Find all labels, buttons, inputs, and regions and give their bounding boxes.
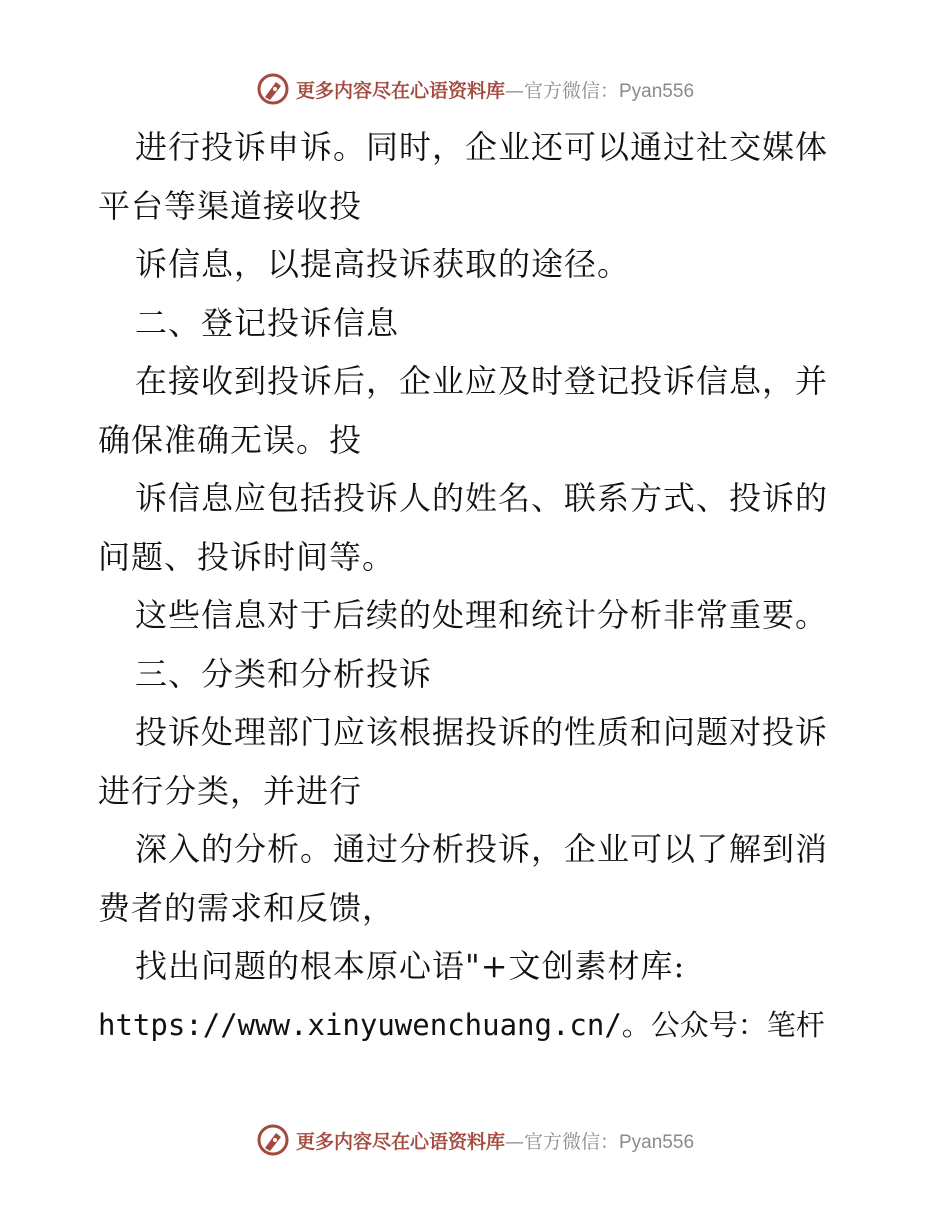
body-line: 在接收到投诉后，企业应及时登记投诉信息，并 [135,362,829,400]
header-watermark [0,72,950,106]
body-line: 进行分类，并进行 [98,771,363,810]
watermark-wechat-id: Pyan556 [619,1131,695,1153]
watermark-dash: — [504,1130,524,1153]
body-line: 诉信息，以提高投诉获取的途径。 [135,245,631,283]
pen-nib-circle-icon [256,72,290,106]
watermark-wechat-label: 官方微信： [523,1130,619,1153]
body-line: 进行投诉申诉。同时，企业还可以通过社交媒体 [135,128,829,166]
watermark-text [296,76,694,103]
body-line: 诉信息应包括投诉人的姓名、联系方式、投诉的 [135,479,829,517]
watermark-site-text: 更多内容尽在心语资料库 [295,79,505,102]
body-line: 这些信息对于后续的处理和统计分析非常重要。 [135,596,829,634]
watermark-wechat-label: 官方微信： [523,79,619,102]
body-line: 找出问题的根本原心语"+文创素材库: [135,947,686,985]
watermark-text [296,1127,694,1154]
pen-nib-circle-icon [256,1123,290,1157]
document-body [98,118,858,1054]
body-line: 问题、投诉时间等。 [98,537,396,576]
watermark-dash: — [504,79,524,102]
body-line: 费者的需求和反馈， [98,888,396,927]
section-heading: 三、分类和分析投诉 [135,654,433,693]
watermark-site-text: 更多内容尽在心语资料库 [295,1130,505,1153]
section-heading: 二、登记投诉信息 [135,303,400,342]
watermark-wechat-id: Pyan556 [619,80,695,102]
body-line: 投诉处理部门应该根据投诉的性质和问题对投诉 [135,713,829,751]
body-line: 确保准确无误。投 [98,420,363,459]
body-line: 平台等渠道接收投 [98,186,363,225]
footer-watermark [0,1123,950,1157]
body-line: 深入的分析。通过分析投诉，企业可以了解到消 [135,830,829,868]
body-line-url: https://www.xinyuwenchuang.cn/。公众号：笔杆 [98,1007,825,1042]
